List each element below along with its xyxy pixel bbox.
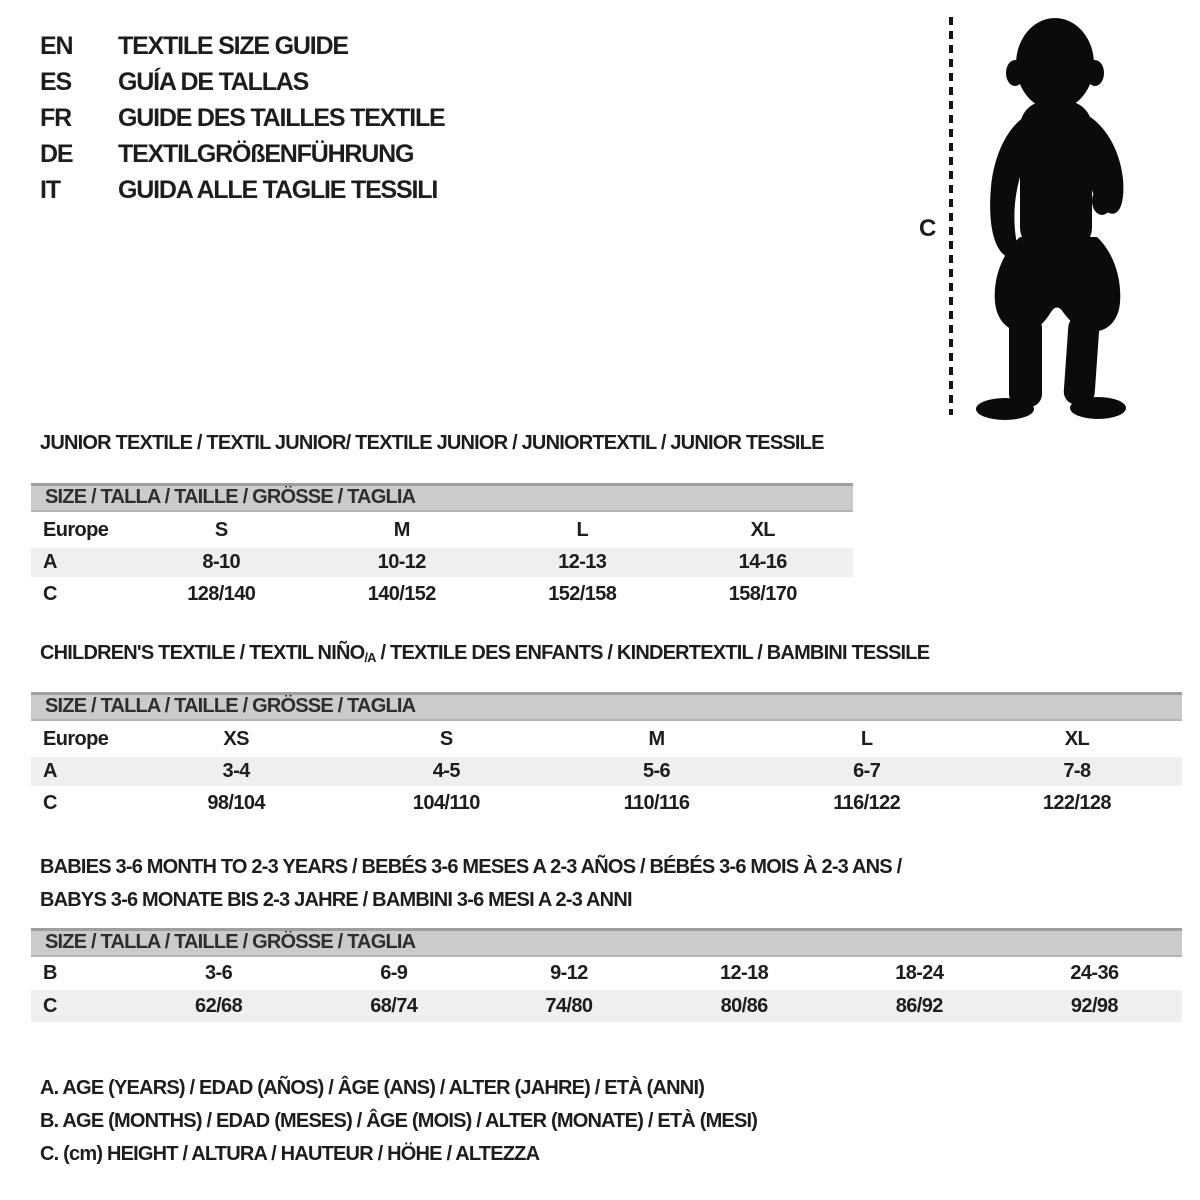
children-columns-row xyxy=(31,721,1182,757)
junior-age-cell: 12-13 xyxy=(558,551,607,573)
legend-age-months: B. AGE (MONTHS) / EDAD (MESES) / ÂGE (MOIS) / ALTER (MONATE) / ETÀ (MESI) xyxy=(40,1110,758,1132)
babies-age-cell: 24-36 xyxy=(1070,962,1119,984)
junior-age-cell: 10-12 xyxy=(377,551,426,573)
legend-height-cm: C. (cm) HEIGHT / ALTURA / HAUTEUR / HÖHE / ALTEZZA xyxy=(40,1143,540,1165)
children-title-pre: CHILDREN'S TEXTILE / TEXTIL NIÑO xyxy=(40,642,365,664)
legend-block xyxy=(40,1072,757,1171)
children-height-cell: 104/110 xyxy=(412,791,480,814)
children-title-post: / TEXTILE DES ENFANTS / KINDERTEXTIL / BAMBINI TESSILE xyxy=(375,642,930,664)
children-height-cell: 122/128 xyxy=(1042,791,1111,814)
babies-title-line2: BABYS 3-6 MONATE BIS 2-3 JAHRE / BAMBINI 3-6 MESI A 2-3 ANNI xyxy=(40,889,632,911)
junior-region-label: Europe xyxy=(43,518,109,541)
junior-row-age xyxy=(31,548,853,577)
children-height-cell: 116/122 xyxy=(833,791,901,814)
lang-row-it xyxy=(40,172,445,208)
lang-title-de: TEXTILGRÖßENFÜHRUNG xyxy=(118,140,414,168)
children-height-cell: 98/104 xyxy=(207,791,265,814)
lang-title-it: GUIDA ALLE TAGLIE TESSILI xyxy=(118,176,438,204)
children-age-cell: 5-6 xyxy=(642,760,671,782)
babies-row-height-label: C xyxy=(43,994,57,1017)
babies-row-height xyxy=(31,990,1182,1022)
toddler-silhouette-icon xyxy=(960,15,1140,420)
babies-size-header-bar: SIZE / TALLA / TAILLE / GRÖSSE / TAGLIA xyxy=(31,928,1182,957)
language-title-block xyxy=(40,28,445,208)
junior-height-cell: 158/170 xyxy=(728,582,797,605)
junior-col-header: XL xyxy=(750,518,775,541)
children-row-age xyxy=(31,757,1182,786)
children-region-label: Europe xyxy=(43,727,109,750)
lang-title-es: GUÍA DE TALLAS xyxy=(118,68,309,96)
children-row-height-label: C xyxy=(43,791,57,814)
children-row-height xyxy=(31,786,1182,820)
lang-row-en xyxy=(40,28,445,64)
babies-age-cell: 18-24 xyxy=(895,962,944,984)
height-measure-label: C xyxy=(919,215,937,242)
children-age-cell: 6-7 xyxy=(853,760,881,782)
children-size-table xyxy=(31,692,1182,820)
junior-age-cell: 8-10 xyxy=(202,551,241,573)
height-figure-block xyxy=(905,15,1155,425)
lang-row-es xyxy=(40,64,445,100)
babies-age-cell: 12-18 xyxy=(720,962,769,984)
lang-code-en: EN xyxy=(40,32,73,60)
babies-row-age-label: B xyxy=(43,962,57,984)
children-col-header: XL xyxy=(1064,727,1090,750)
babies-height-cell: 68/74 xyxy=(370,994,418,1017)
babies-height-cell: 86/92 xyxy=(895,994,943,1017)
children-height-cell: 110/116 xyxy=(623,791,690,814)
lang-title-fr: GUIDE DES TAILLES TEXTILE xyxy=(118,104,445,132)
babies-age-cell: 6-9 xyxy=(380,962,408,984)
junior-age-cell: 14-16 xyxy=(738,551,787,573)
junior-columns-row xyxy=(31,512,853,548)
junior-row-height-label: C xyxy=(43,582,57,605)
children-age-cell: 7-8 xyxy=(1063,760,1091,782)
lang-title-en: TEXTILE SIZE GUIDE xyxy=(118,32,348,60)
junior-size-table xyxy=(31,483,853,611)
junior-row-height xyxy=(31,577,853,611)
junior-row-age-label: A xyxy=(43,551,57,573)
lang-row-fr xyxy=(40,100,445,136)
junior-height-cell: 152/158 xyxy=(548,582,617,605)
junior-section-title: JUNIOR TEXTILE / TEXTIL JUNIOR/ TEXTILE JUNIOR / JUNIORTEXTIL / JUNIOR TESSILE xyxy=(40,432,824,454)
babies-section-title xyxy=(40,851,901,917)
junior-col-header: S xyxy=(214,518,228,541)
lang-code-it: IT xyxy=(40,176,60,204)
junior-size-header-bar: SIZE / TALLA / TAILLE / GRÖSSE / TAGLIA xyxy=(31,483,853,512)
babies-height-cell: 74/80 xyxy=(545,994,593,1017)
children-title-sub: /A xyxy=(364,650,376,665)
junior-col-header: L xyxy=(576,518,589,541)
junior-col-header: M xyxy=(393,518,410,541)
children-col-header: M xyxy=(648,727,665,750)
children-age-cell: 4-5 xyxy=(432,760,460,782)
height-dashed-line xyxy=(949,17,953,415)
babies-row-age xyxy=(31,957,1182,990)
children-section-title xyxy=(40,641,929,667)
lang-code-fr: FR xyxy=(40,104,71,132)
children-col-header: L xyxy=(860,727,873,750)
babies-height-cell: 92/98 xyxy=(1070,994,1118,1017)
junior-height-cell: 128/140 xyxy=(187,582,256,605)
legend-age-years: A. AGE (YEARS) / EDAD (AÑOS) / ÂGE (ANS) / ALTER (JAHRE) / ETÀ (ANNI) xyxy=(40,1077,705,1099)
babies-age-cell: 9-12 xyxy=(550,962,588,984)
children-row-age-label: A xyxy=(43,760,57,782)
children-age-cell: 3-4 xyxy=(222,760,250,782)
lang-code-es: ES xyxy=(40,68,71,96)
babies-title-line1: BABIES 3-6 MONTH TO 2-3 YEARS / BEBÉS 3-6 MESES A 2-3 AÑOS / BÉBÉS 3-6 MOIS À 2-3 ANS / xyxy=(40,856,902,878)
babies-age-cell: 3-6 xyxy=(205,962,233,984)
lang-code-de: DE xyxy=(40,140,73,168)
babies-height-cell: 80/86 xyxy=(720,994,768,1017)
children-size-header-bar: SIZE / TALLA / TAILLE / GRÖSSE / TAGLIA xyxy=(31,692,1182,721)
babies-size-table xyxy=(31,928,1182,1022)
babies-height-cell: 62/68 xyxy=(195,994,243,1017)
children-col-header: S xyxy=(439,727,453,750)
lang-row-de xyxy=(40,136,445,172)
children-col-header: XS xyxy=(223,727,249,750)
junior-height-cell: 140/152 xyxy=(367,582,436,605)
